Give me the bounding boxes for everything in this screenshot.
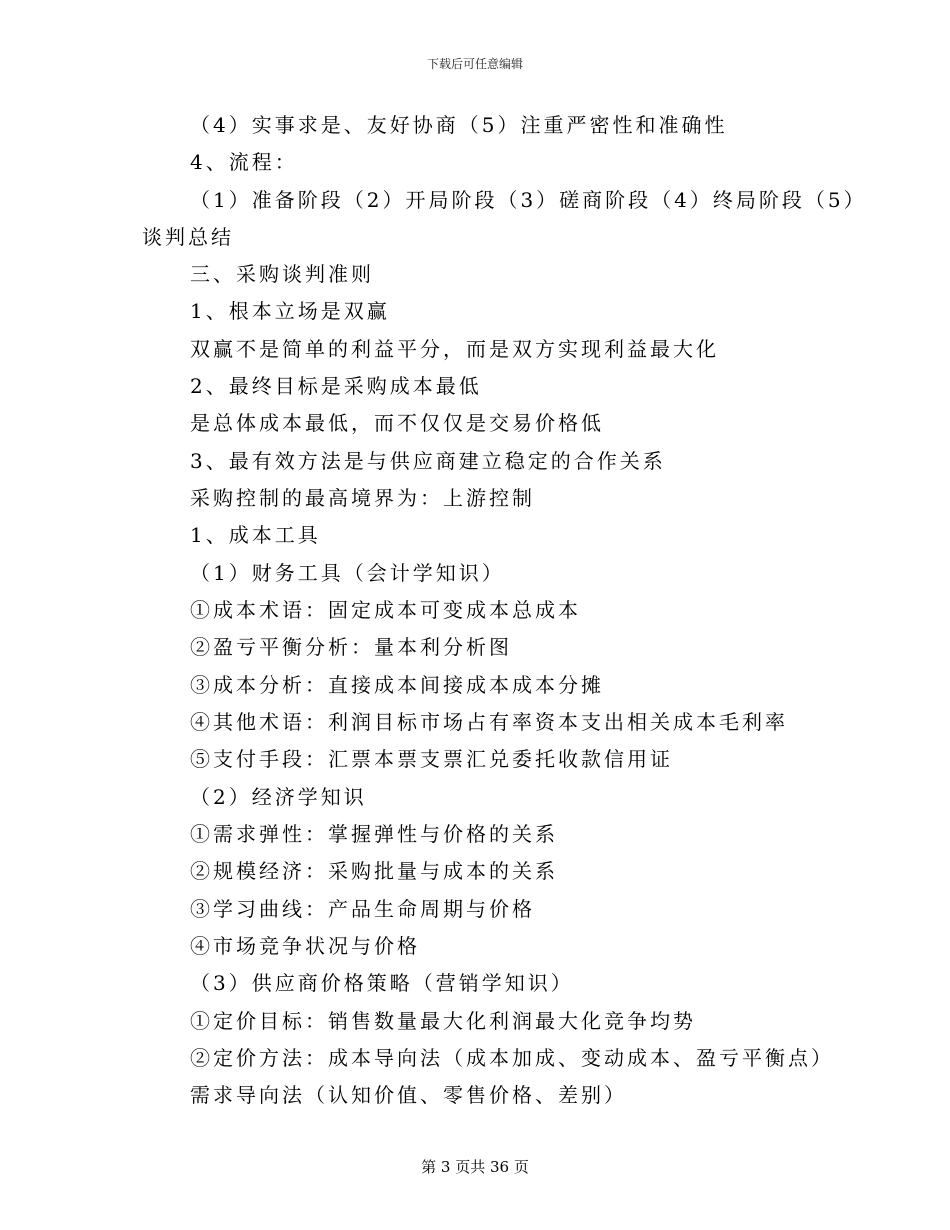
text-line: ②定价方法：成本导向法（成本加成、变动成本、盈亏平衡点） bbox=[190, 1046, 834, 1070]
text-line: 采购控制的最高境界为：上游控制 bbox=[190, 486, 535, 510]
text-line: 是总体成本最低，而不仅仅是交易价格低 bbox=[190, 411, 604, 435]
text-line: ③学习曲线：产品生命周期与价格 bbox=[190, 897, 535, 921]
text-line: 谈判总结 bbox=[142, 225, 234, 249]
page-number: 第 3 页共 36 页 bbox=[421, 1158, 529, 1176]
text-line: （3）供应商价格策略（营销学知识） bbox=[190, 971, 574, 995]
text-line: ②规模经济：采购批量与成本的关系 bbox=[190, 859, 558, 883]
text-line: （4）实事求是、友好协商（5）注重严密性和准确性 bbox=[190, 113, 728, 137]
text-line: 2、最终目标是采购成本最低 bbox=[190, 374, 482, 398]
text-line: ③成本分析：直接成本间接成本成本分摊 bbox=[190, 673, 604, 697]
text-line: ④市场竞争状况与价格 bbox=[190, 934, 420, 958]
text-line: 双赢不是简单的利益平分，而是双方实现利益最大化 bbox=[190, 337, 719, 361]
text-line: （1）财务工具（会计学知识） bbox=[190, 561, 505, 585]
text-line: 4、流程： bbox=[190, 150, 298, 174]
text-line: 3、最有效方法是与供应商建立稳定的合作关系 bbox=[190, 449, 666, 473]
text-line: 需求导向法（认知价值、零售价格、差别） bbox=[190, 1083, 627, 1107]
text-line: ④其他术语：利润目标市场占有率资本支出相关成本毛利率 bbox=[190, 710, 788, 734]
text-line: （2）经济学知识 bbox=[190, 785, 367, 809]
text-line: ②盈亏平衡分析：量本利分析图 bbox=[190, 635, 512, 659]
section-heading: 三、采购谈判准则 bbox=[190, 262, 374, 286]
text-line: ①定价目标：销售数量最大化利润最大化竞争均势 bbox=[190, 1009, 696, 1033]
text-line: ①成本术语：固定成本可变成本总成本 bbox=[190, 598, 581, 622]
text-line: （1）准备阶段（2）开局阶段（3）磋商阶段（4）终局阶段（5） bbox=[190, 188, 867, 212]
text-line: 1、根本立场是双赢 bbox=[190, 299, 390, 323]
page-header: 下载后可任意编辑 bbox=[426, 57, 523, 71]
text-line: ⑤支付手段：汇票本票支票汇兑委托收款信用证 bbox=[190, 747, 673, 771]
text-line: 1、成本工具 bbox=[190, 523, 321, 547]
text-line: ①需求弹性：掌握弹性与价格的关系 bbox=[190, 822, 558, 846]
